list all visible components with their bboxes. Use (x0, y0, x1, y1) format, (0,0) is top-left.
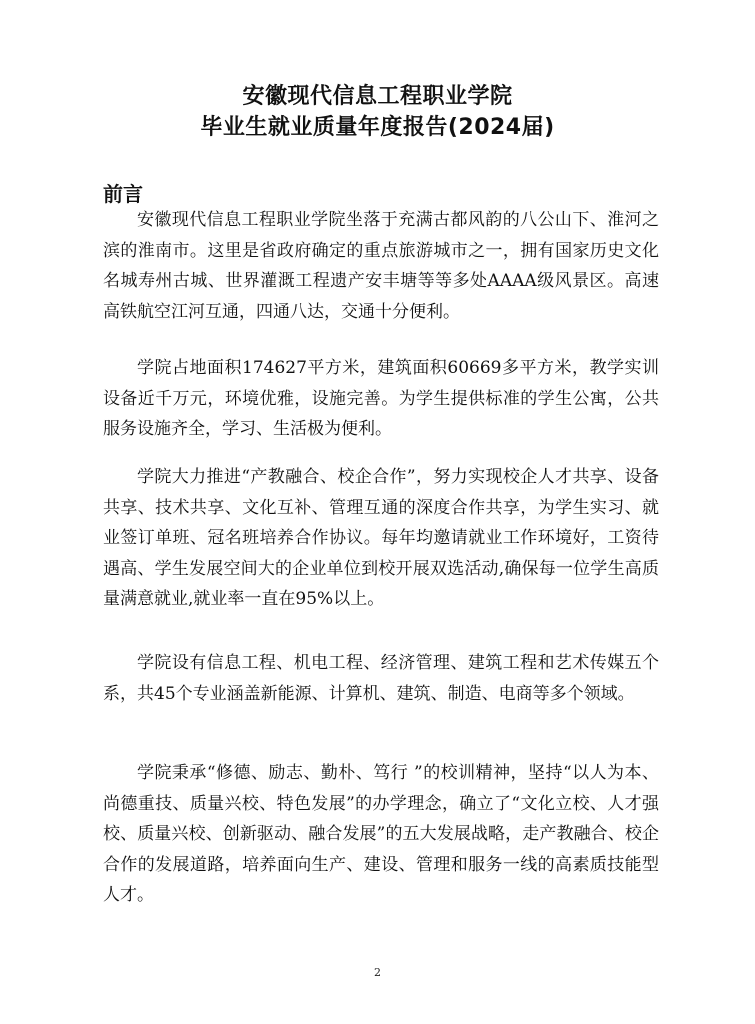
paragraph-departments: 学院设有信息工程、机电工程、经济管理、建筑工程和艺术传媒五个系，共45个专业涵盖新能源、计算机、建筑、制造、电商等多个领域。 (103, 653, 659, 704)
paragraph-campus: 学院占地面积174627平方米，建筑面积60669多平方米，教学实训设备近千万元，环境优雅，设施完善。为学生提供标准的学生公寓，公共服务设施齐全，学习、生活极为便利。 (103, 358, 659, 439)
document-title-line-1: 安徽现代信息工程职业学院 (242, 84, 513, 109)
section-heading-preface: 前言 (103, 182, 143, 206)
paragraph-philosophy: 学院秉承“修德、励志、勤朴、笃行 ”的校训精神，坚持“以人为本、尚德重技、质量兴校、特色发展”的办学理念，确立了“文化立校、人才强校、质量兴校、创新驱动、融合发展”的五大发展战略，走产教融合、校企合作的发展道路，培养面向生产、建设、管理和服务一线的高素质技能型人才。 (103, 763, 659, 905)
paragraph-location: 安徽现代信息工程职业学院坐落于充满古都风韵的八公山下、淮河之滨的淮南市。这里是省政府确定的重点旅游城市之一，拥有国家历史文化名城寿州古城、世界灌溉工程遗产安丰塘等等多处AAAA级风景区。高速高铁航空江河互通，四通八达，交通十分便利。 (103, 210, 659, 322)
paragraph-cooperation: 学院大力推进“产教融合、校企合作”，努力实现校企人才共享、设备共享、技术共享、文化互补、管理互通的深度合作共享，为学生实习、就业签订单班、冠名班培养合作协议。每年均邀请就业工作环境好，工资待遇高、学生发展空间大的企业单位到校开展双选活动,确保每一位学生高质量满意就业,就业率一直在95%以上。 (103, 467, 659, 609)
page-number: 2 (374, 966, 381, 979)
document-title-line-2: 毕业生就业质量年度报告(2024届) (200, 115, 555, 140)
